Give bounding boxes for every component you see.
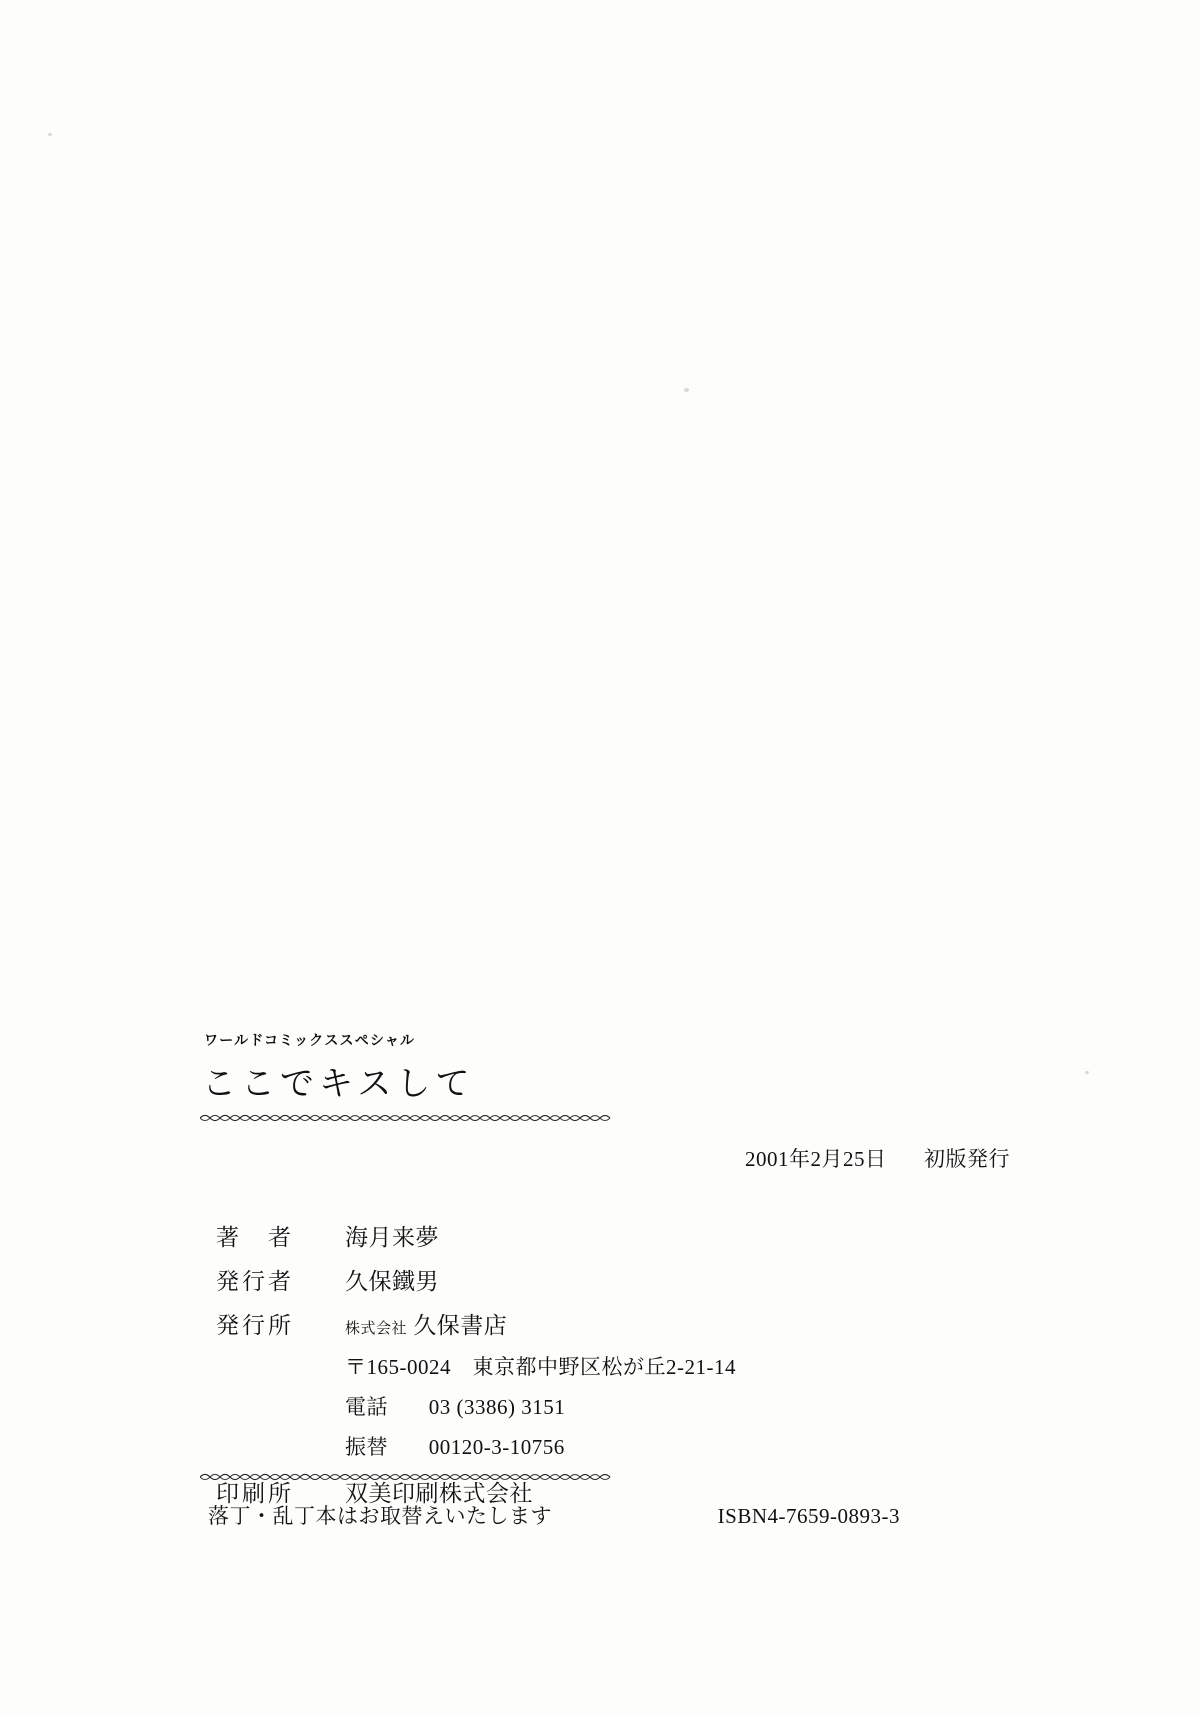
publisher-phone-row — [345, 1391, 1010, 1421]
credit-value-wrap — [345, 1307, 507, 1340]
paper-speck — [1085, 1071, 1089, 1074]
footer-row — [200, 1500, 1010, 1530]
credit-label: 著 者 — [216, 1225, 294, 1250]
credit-label: 発行者 — [216, 1269, 294, 1294]
credit-value: 久保鐵男 — [345, 1269, 439, 1294]
edition-label: 初版発行 — [924, 1147, 1010, 1171]
credit-row-publisher-company — [200, 1307, 1010, 1340]
credit-row-author — [200, 1219, 1010, 1252]
credit-label: 印刷所 — [216, 1481, 294, 1506]
footer-block — [200, 1470, 1010, 1530]
company-type-prefix: 株式会社 — [345, 1321, 408, 1337]
replacement-note: 落丁・乱丁本はお取替えいたします — [208, 1504, 552, 1528]
series-label: ワールドコミックススペシャル — [204, 1033, 416, 1049]
credit-row-publisher-person — [200, 1263, 1010, 1296]
credit-value: 双美印刷株式会社 — [345, 1481, 533, 1506]
decorative-wave-rule-top — [200, 1111, 1010, 1125]
decorative-wave-rule-bottom — [200, 1470, 1010, 1484]
publication-date-row — [200, 1143, 1010, 1173]
publisher-address: 〒165-0024 東京都中野区松が丘2-21-14 — [345, 1355, 736, 1379]
book-title: ここでキスして — [202, 1064, 475, 1104]
phone-value: 03 (3386) 3151 — [428, 1395, 566, 1419]
phone-label: 電話 — [345, 1395, 388, 1419]
credits-list — [200, 1219, 1010, 1508]
publisher-furikae-row — [345, 1431, 1010, 1461]
isbn-code: ISBN4-7659-0893-3 — [717, 1504, 900, 1528]
paper-speck — [684, 388, 689, 392]
paper-speck — [48, 133, 52, 136]
furikae-label: 振替 — [345, 1435, 388, 1459]
company-name: 久保書店 — [413, 1313, 508, 1338]
credit-label: 発行所 — [216, 1313, 294, 1338]
credit-value: 海月来夢 — [345, 1225, 439, 1250]
furikae-value: 00120-3-10756 — [428, 1435, 565, 1459]
colophon-block — [200, 1030, 1010, 1519]
publication-date: 2001年2月25日 — [745, 1147, 887, 1171]
